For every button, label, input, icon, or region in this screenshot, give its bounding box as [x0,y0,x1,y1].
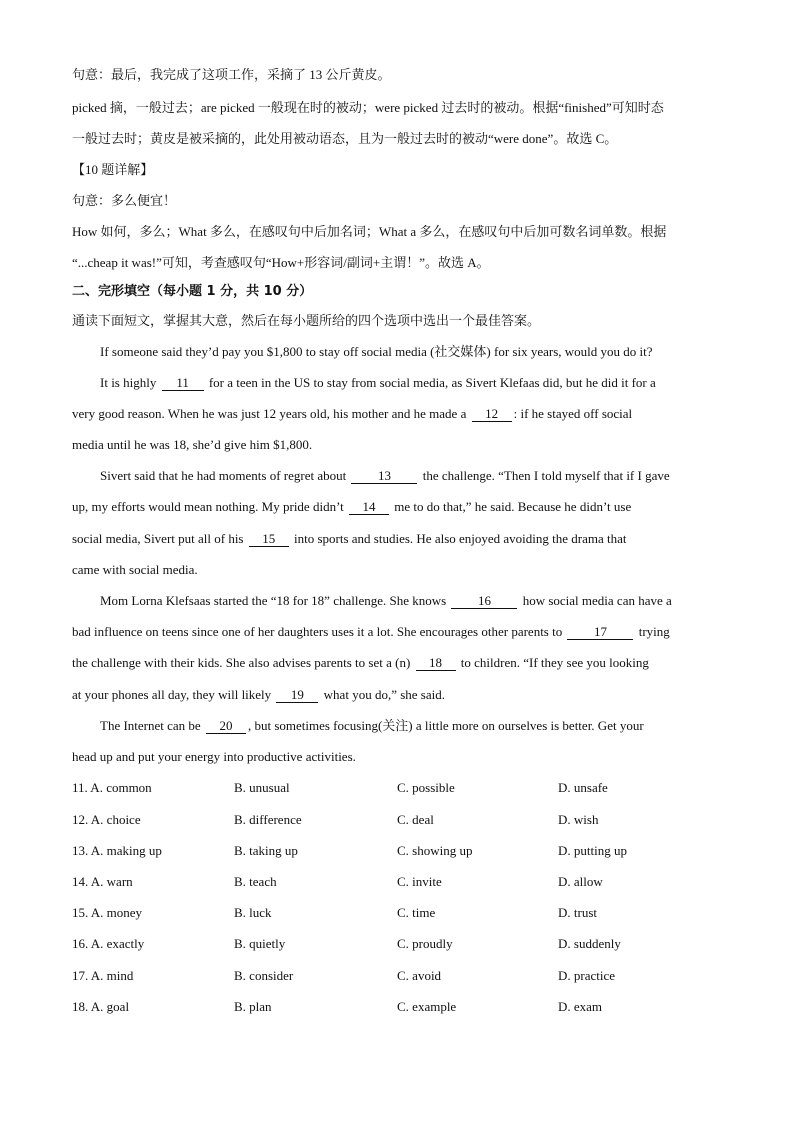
passage-text: The Internet can be [100,718,204,733]
option-a: 15. A. money [72,905,143,920]
passage-line: media until he was 18, she’d give him $1,800. [72,437,313,452]
passage-text: Sivert said that he had moments of regret about [100,468,350,483]
passage-text: what you do,” she said. [320,687,445,702]
passage-text: social media, Sivert put all of his [72,531,247,546]
passage-text: trying [635,624,670,639]
passage-line: head up and put your energy into productive activities. [72,749,356,764]
option-row-17 [72,967,732,985]
option-c: C. invite [397,874,442,889]
blank-13: 13 [351,469,417,484]
passage-text: Mom Lorna Klefsaas started the “18 for 18” challenge. She knows [100,593,450,608]
option-d: D. suddenly [558,936,621,951]
passage-line [100,467,670,485]
option-b: B. luck [234,905,272,920]
q10-meaning: 句意：多么便宜！ [72,193,177,208]
prev-answer-explanation-1: picked 摘，一般过去；are picked 一般现在时的被动；were picked 过去时的被动。根据“finished”可知时态 [72,100,664,115]
passage-text: to children. “If they see you looking [457,655,649,670]
passage-line [100,374,656,392]
passage-text: up, my efforts would mean nothing. My pride didn’t [72,499,348,514]
passage-p1: If someone said they’d pay you $1,800 to stay off social media (社交媒体) for six years, would you do it? [100,344,653,359]
option-d: D. wish [558,812,599,827]
option-a: 16. A. exactly [72,936,145,951]
option-d: D. allow [558,874,603,889]
option-c: C. time [397,905,436,920]
passage-line [72,654,649,672]
passage-text: at your phones all day, they will likely [72,687,275,702]
option-a: 12. A. choice [72,812,141,827]
option-d: D. unsafe [558,780,608,795]
passage-text: me to do that,” he said. Because he didn’t use [391,499,632,514]
blank-20: 20 [206,719,246,734]
blank-19: 19 [276,688,318,703]
section-instruction: 通读下面短文，掌握其大意，然后在每小题所给的四个选项中选出一个最佳答案。 [72,313,541,328]
section-title: 二、完形填空（每小题 1 分，共 10 分） [72,284,313,299]
option-a: 11. A. common [72,780,152,795]
passage-text: , but sometimes focusing(关注) a little more on ourselves is better. Get your [247,718,644,733]
option-b: B. quietly [234,936,286,951]
option-row-14 [72,873,732,891]
option-b: B. unusual [234,780,290,795]
passage-text: for a teen in the US to stay from social media, as Sivert Klefaas did, but he did it for a [205,375,656,390]
passage-text: the challenge with their kids. She also advises parents to set a (n) [72,655,414,670]
passage-text: bad influence on teens since one of her daughters uses it a lot. She encourages other parents to [72,624,566,639]
passage-text: the challenge. “Then I told myself that if I gave [419,468,670,483]
passage-line [100,592,672,610]
option-row-15 [72,904,732,922]
blank-16: 16 [451,594,517,609]
passage-text: how social media can have a [519,593,672,608]
passage-line [72,498,631,516]
passage-line [100,717,644,735]
option-a: 18. A. goal [72,999,130,1014]
blank-15: 15 [249,532,289,547]
passage-line [72,623,670,641]
q10-explanation-1: How 如何，多么；What 多么，在感叹句中后加名词；What a 多么，在感叹句中后加可数名词单数。根据 [72,224,667,239]
prev-answer-meaning: 句意：最后，我完成了这项工作，采摘了 13 公斤黄皮。 [72,67,391,82]
option-row-18 [72,998,732,1016]
blank-17: 17 [567,625,633,640]
blank-12: 12 [472,407,512,422]
option-d: D. exam [558,999,603,1014]
option-c: C. possible [397,780,455,795]
option-b: B. plan [234,999,272,1014]
prev-answer-explanation-2: 一般过去时；黄皮是被采摘的，此处用被动语态，且为一般过去时的被动“were done”。故选 C。 [72,131,618,146]
passage-line [72,405,632,423]
blank-11: 11 [162,376,204,391]
q10-explanation-2: “...cheap it was!”可知，考查感叹句“How+形容词/副词+主谓！”。故选 A。 [72,255,490,270]
option-c: C. proudly [397,936,453,951]
option-c: C. showing up [397,843,473,858]
option-c: C. example [397,999,457,1014]
blank-14: 14 [349,500,389,515]
option-row-13 [72,842,732,860]
option-b: B. teach [234,874,277,889]
option-row-11 [72,779,732,797]
option-b: B. taking up [234,843,298,858]
option-c: C. deal [397,812,434,827]
passage-text: very good reason. When he was just 12 years old, his mother and he made a [72,406,470,421]
option-a: 13. A. making up [72,843,162,858]
option-c: C. avoid [397,968,442,983]
passage-text: It is highly [100,375,160,390]
option-d: D. practice [558,968,616,983]
q10-heading: 【10 题详解】 [72,162,154,177]
passage-line [72,686,445,704]
option-b: B. consider [234,968,294,983]
option-a: 14. A. warn [72,874,133,889]
passage-line: came with social media. [72,562,198,577]
option-row-12 [72,811,732,829]
option-b: B. difference [234,812,302,827]
option-row-16 [72,935,732,953]
option-a: 17. A. mind [72,968,134,983]
option-d: D. putting up [558,843,627,858]
passage-line [72,530,627,548]
option-d: D. trust [558,905,597,920]
passage-text: into sports and studies. He also enjoyed avoiding the drama that [290,531,627,546]
blank-18: 18 [416,656,456,671]
passage-text: : if he stayed off social [513,406,633,421]
